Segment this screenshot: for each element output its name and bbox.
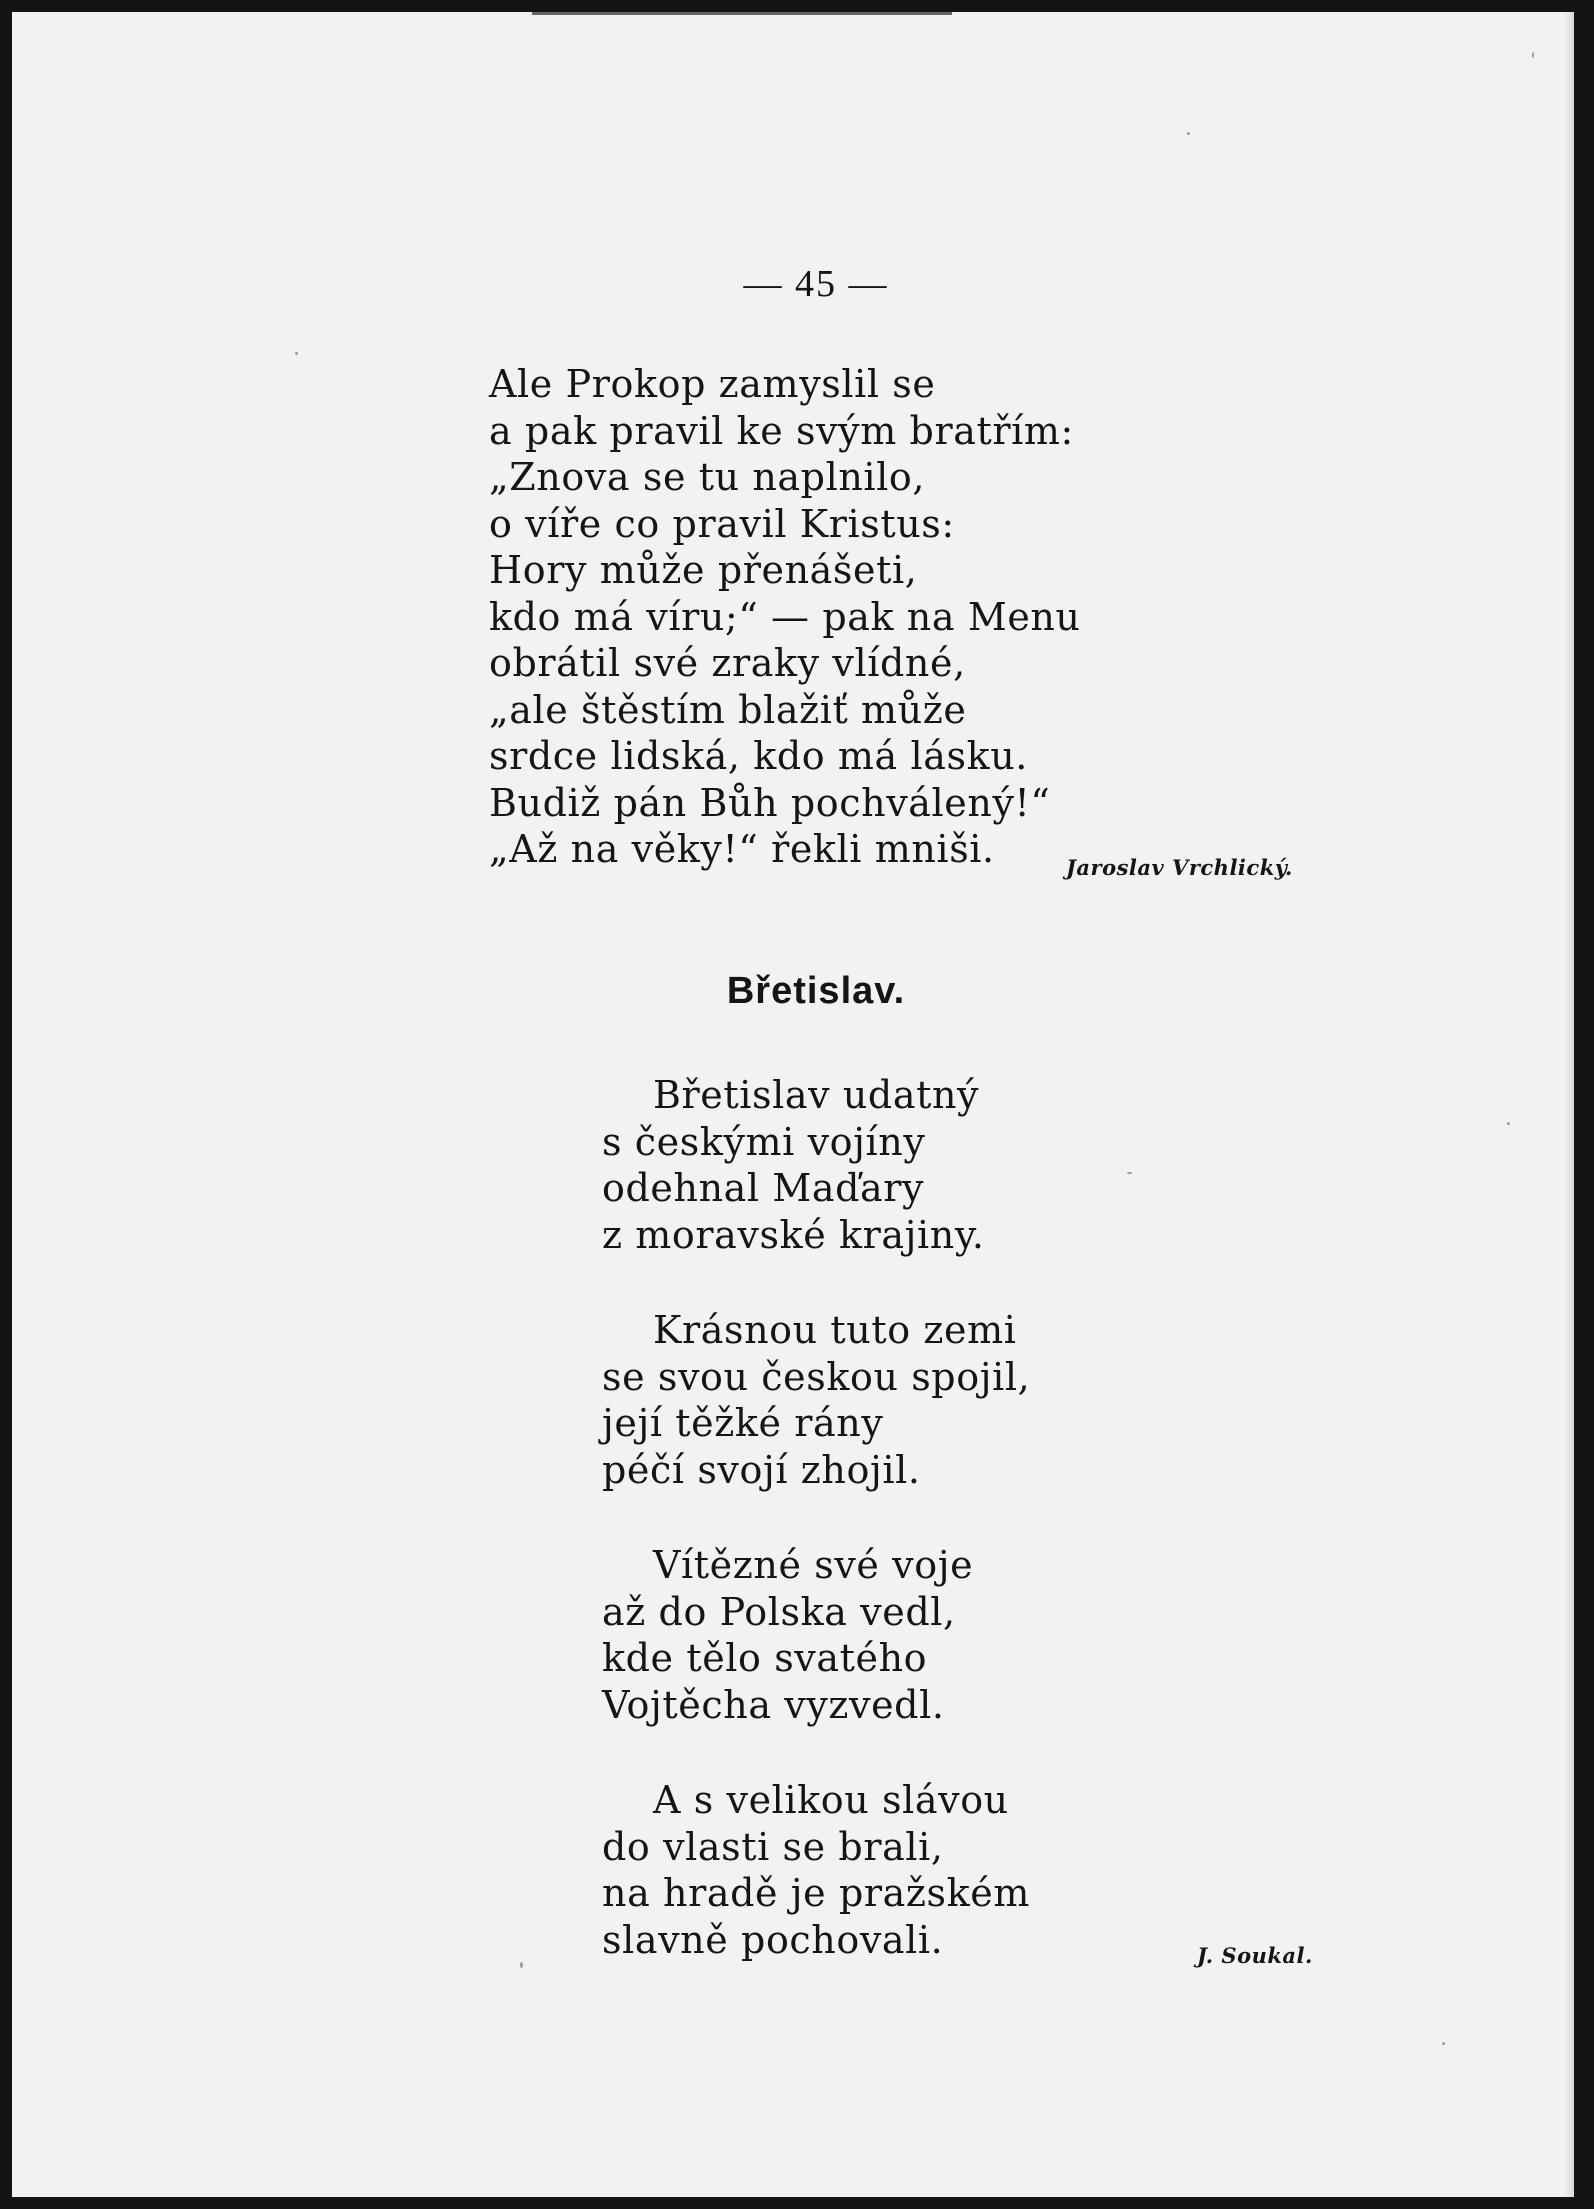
verse-line: „ale štěstím blažiť může	[489, 687, 967, 732]
page-top-edge	[532, 12, 952, 15]
verse-line: Krásnou tuto zemi	[653, 1308, 1017, 1352]
scan-speck	[1532, 52, 1534, 58]
verse-line: srdce lidská, kdo má lásku.	[489, 734, 1028, 778]
stanza	[602, 1777, 1030, 1963]
poem-bretislav	[602, 1072, 1030, 2012]
verse-line: Budiž pán Bůh pochválený!“	[489, 780, 1051, 825]
verse-line: obrátil své zraky vlídné,	[489, 641, 966, 685]
scan-speck	[1127, 1172, 1132, 1174]
verse-line: „Až na věky!“ řekli mniši.	[489, 827, 995, 871]
verse-line: Vítězné své voje	[653, 1543, 974, 1587]
poem-title: Břetislav.	[726, 970, 906, 1012]
poem-author: Jaroslav Vrchlický.	[1066, 855, 1293, 880]
stanza	[602, 1072, 1030, 1258]
verse-line: odehnal Maďary	[602, 1166, 925, 1210]
verse-line: Ale Prokop zamyslil se	[489, 362, 936, 406]
verse-line: kdo má víru;“ — pak na Menu	[489, 594, 1081, 639]
page-right-edge	[1564, 12, 1574, 2197]
verse-line: Břetislav udatný	[653, 1073, 980, 1117]
verse-line: péčí svojí zhojil.	[602, 1447, 921, 1492]
scan-speck	[295, 352, 298, 355]
scan-speck	[520, 1962, 523, 1968]
scan-speck	[1507, 1122, 1510, 1125]
page-number: — 45 —	[743, 263, 889, 305]
scan-speck	[1187, 132, 1190, 135]
verse-line: kde tělo svatého	[602, 1636, 928, 1680]
verse-line: A s velikou slávou	[653, 1778, 1009, 1822]
verse-line: na hradě je pražském	[602, 1871, 1030, 1915]
scan-speck	[1442, 2042, 1445, 2045]
verse-line: a pak pravil ke svým bratřím:	[489, 408, 1074, 453]
poem-vrchlicky	[489, 361, 1081, 873]
book-page	[12, 12, 1574, 2197]
verse-line: o víře co pravil Kristus:	[489, 501, 955, 546]
poem-author: J. Soukal.	[1197, 1943, 1313, 1968]
verse-line: „Znova se tu naplnilo,	[489, 455, 926, 499]
verse-line: s českými vojíny	[602, 1119, 926, 1164]
stanza	[602, 1307, 1030, 1493]
verse-line: Vojtěcha vyzvedl.	[602, 1682, 945, 1727]
verse-line: Hory může přenášeti,	[489, 548, 918, 592]
verse-line: z moravské krajiny.	[602, 1212, 985, 1257]
verse-line: se svou českou spojil,	[602, 1354, 1031, 1399]
verse-line: do vlasti se brali,	[602, 1824, 944, 1869]
verse-line: její těžké rány	[602, 1401, 884, 1445]
verse-line: až do Polska vedl,	[602, 1589, 956, 1634]
stanza	[602, 1542, 1030, 1728]
verse-line: slavně pochovali.	[602, 1917, 944, 1962]
